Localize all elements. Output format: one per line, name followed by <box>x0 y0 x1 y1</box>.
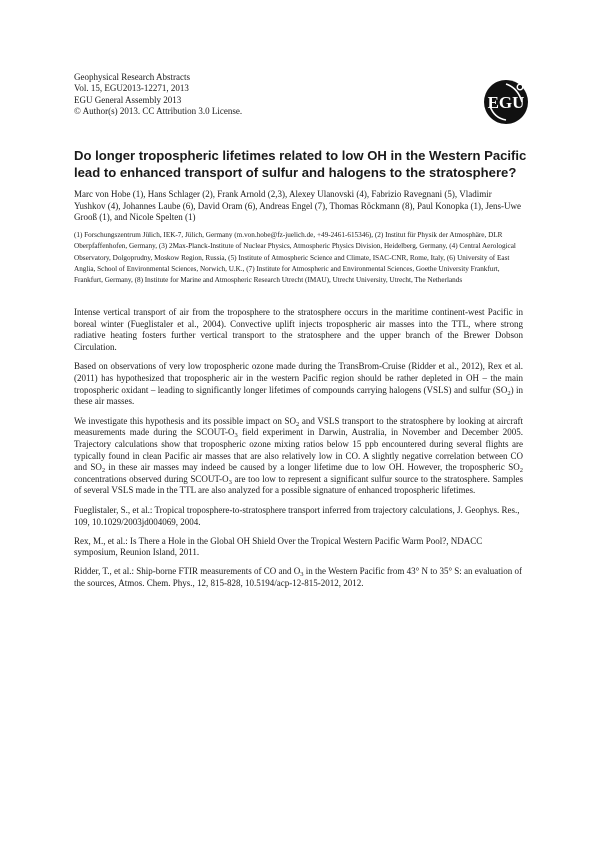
reference-item: Rex, M., et al.: Is There a Hole in the Global OH Shield Over the Tropical Western Pacific Warm Pool?, NDACC symposium, Reunion Island, 2011. <box>74 535 483 558</box>
abstract-title: Do longer tropospheric lifetimes related to low OH in the Western Pacific lead to enhanced transport of sulfur and halogens to the stratosphere? <box>74 148 527 180</box>
logo-text: EGU <box>487 93 525 112</box>
affiliations: (1) Forschungszentrum Jülich, IEK-7, Jülich, Germany (m.von.hobe@fz-juelich.de, +49-2461-615346), (2) Institut für Physik der Atmosphäre, DLR Oberpfaffenhofen, Germany, (3) 2Max-Planck-Institute of Nuclear Physics, Atmospheric Physics Division, Heidelberg, Germany, (4) Central Aerological Observatory, Dolgoprudny, Moskow Region, Russia, (5) Institute of Atmospheric Science and Climate, ISAC-CNR, Rome, Italy, (6) University of East Anglia, School of Environmental Sciences, Norwich, U.K., (7) Institute for Atmospheric and Environmental Sciences, Goethe University Frankfurt, Frankfurt, Germany, (8) Institute for Marine and Atmospheric Research Utrecht (IMAU), Utrecht University, Utrecht, The Netherlands <box>74 231 516 285</box>
assembly-info: EGU General Assembly 2013 <box>74 94 182 105</box>
reference-item: Ridder, T., et al.: Ship-borne FTIR measurements of CO and $O_3$ in the Western Pacific from 43° N to 35° S: an evaluation of the sources, Atmos. Chem. Phys., 12, 815-828, 10.5194/acp-12-815-2012, 2012. <box>74 566 523 588</box>
author-list: Marc von Hobe (1), Hans Schlager (2), Frank Arnold (2,3), Alexey Ulanovski (4), Fabrizio Ravegnani (5), Vladimir Yushkov (4), Johannes Laube (6), David Oram (6), Andreas Engel (7), Thomas Röckmann (8), Paul Konopka (1), Jens-Uwe Grooß (1), and Nicole Spelten (1) <box>74 189 521 223</box>
journal-name: Geophysical Research Abstracts <box>74 72 190 82</box>
egu-logo-icon <box>482 78 530 126</box>
journal-header <box>74 72 242 117</box>
copyright-notice: © Author(s) 2013. CC Attribution 3.0 License. <box>74 105 243 116</box>
paragraph-hypothesis: Based on observations of very low tropospheric ozone made during the TransBrom-Cruise (Ridder et al., 2012), Rex et al. (2011) has hypothesized that tropospheric air in the western Pacific region should be rather depleted in OH – the main tropospheric oxidant – leading to significantly longer lifetimes of compounds carrying halogens (VSLS) and sulfur $(SO_2)$ in these air masses. <box>74 361 524 407</box>
reference-list <box>74 505 523 590</box>
paragraph-intro: Intense vertical transport of air from the troposphere to the stratosphere occurs in the maritime continent-west Pacific in boreal winter (Fueglistaler et al., 2004). Convective uplift injects tropospheric air masses into the TTL, where strong radiative heating fosters further vertical transport to the stratosphere and the upper branch of the Brewer Dobson Circulation. <box>74 307 523 352</box>
paragraph-investigation: We investigate this hypothesis and its possible impact on $SO_2$ and VSLS transport to the stratosphere by looking at aircraft measurements made during the SCOUT-$O_3$ field experiment in Darwin, Australia, in November and December 2005. Trajectory calculations show that tropospheric ozone mixing ratios below 15 ppb encountered during several flights are typically found in clean Pacific air masses that are also relatively low in CO. A slightly negative correlation between CO and $SO_2$ in these air masses may indeed be caused by a longer lifetime due to low OH. However, the tropospheric $SO_2$ concentrations observed during SCOUT-$O_3$ are too low to represent a significant sulfur source to the stratosphere. Samples of several VSLS made in the TTL are also analyzed for a possible signature of enhanced tropospheric lifetimes. <box>74 415 524 496</box>
reference-item: Fueglistaler, S., et al.: Tropical troposphere-to-stratosphere transport inferred from trajectory calculations, J. Geophys. Res., 109, 10.1029/2003jd004069, 2004. <box>74 504 520 527</box>
volume-info: Vol. 15, EGU2013-12271, 2013 <box>74 83 189 94</box>
abstract-body <box>74 307 523 597</box>
